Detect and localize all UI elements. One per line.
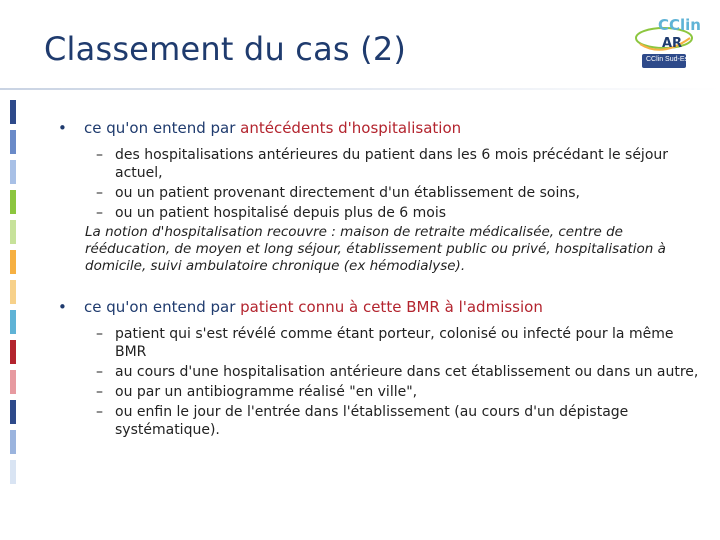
sidebar-color-block [10,100,16,124]
sub-item-text: au cours d'une hospitalisation antérieure dans cet établissement ou dans un autre, [115,364,699,380]
bullet-prefix: ce qu'on entend par [84,298,241,316]
sub-item [58,325,708,361]
color-sidebar [10,100,16,490]
cclin-logo [632,14,701,70]
dash-marker: – [96,205,103,221]
sidebar-color-block [10,130,16,154]
sub-item [58,363,708,381]
bullet-prefix: ce qu'on entend par [84,119,241,137]
title-divider [0,88,720,90]
sub-item-text: ou un patient provenant directement d'un établissement de soins, [115,185,580,201]
sidebar-color-block [10,340,16,364]
hospitalisation-note: La notion d'hospitalisation recouvre : maison de retraite médicalisée, centre de rééducation, de moyen et long séjour, établissement public ou privé, hospitalisation à domicile, suivi ambulatoire chronique (ex hémodialyse). [85,224,666,274]
bullet-highlight: antécédents d'hospitalisation [240,119,462,137]
sub-item-text: ou enfin le jour de l'entrée dans l'établissement (au cours d'un dépistage systématique). [115,404,629,438]
dash-marker: – [96,147,103,163]
logo-text-ar: AR [662,36,683,51]
sub-item-text: patient qui s'est révélé comme étant porteur, colonisé ou infecté pour la même BMR [115,326,674,360]
bullet-marker: • [58,298,67,316]
dash-marker: – [96,185,103,201]
dash-marker: – [96,326,103,342]
sub-item [58,184,708,202]
dash-marker: – [96,364,103,380]
dash-marker: – [96,384,103,400]
sub-item [58,204,708,222]
logo-text-main: CClin [658,16,701,34]
page-title: Classement du cas (2) [44,30,407,68]
bullet-antecedents [58,118,708,138]
bullet-highlight: patient connu à cette BMR à l'admission [240,298,543,316]
sidebar-color-block [10,400,16,424]
slide-content [58,118,708,439]
sidebar-color-block [10,250,16,274]
sidebar-color-block [10,460,16,484]
bullet-patient-connu [58,297,708,317]
sidebar-color-block [10,160,16,184]
sidebar-color-block [10,370,16,394]
sidebar-color-block [10,310,16,334]
sub-item [58,146,708,182]
bullet-marker: • [58,119,67,137]
sub-item-text: des hospitalisations antérieures du patient dans les 6 mois précédant le séjour actuel, [115,147,669,181]
sub-item-text: ou un patient hospitalisé depuis plus de 6 mois [115,205,447,221]
logo-text-sub: CClin Sud-Est [646,56,690,63]
sidebar-color-block [10,220,16,244]
sub-item [58,403,708,439]
sidebar-color-block [10,280,16,304]
sub-item-text: ou par un antibiogramme réalisé "en ville", [115,384,418,400]
sub-item [58,383,708,401]
sidebar-color-block [10,430,16,454]
dash-marker: – [96,404,103,420]
sidebar-color-block [10,190,16,214]
